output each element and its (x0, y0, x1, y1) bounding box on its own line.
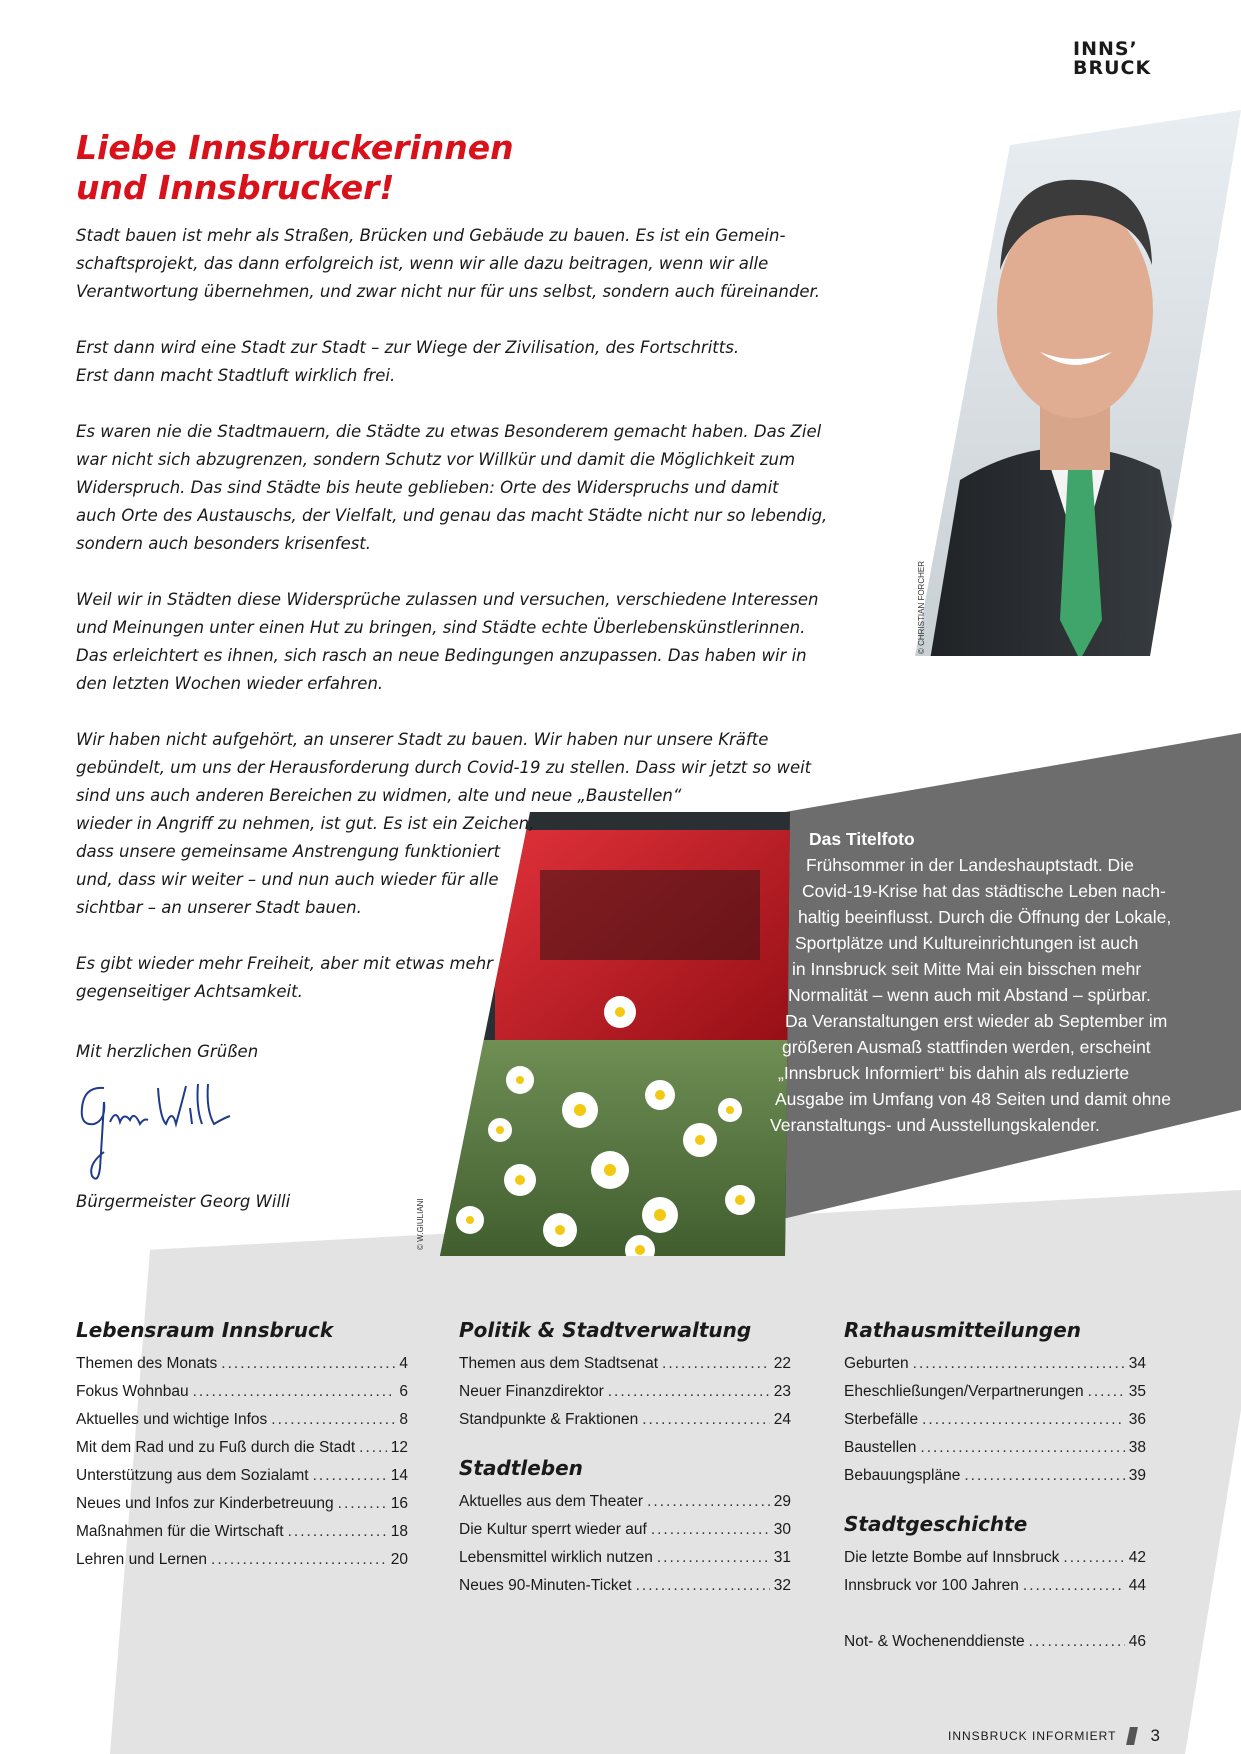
logo-line-2: BRUCK (1073, 57, 1152, 79)
letter-line: Das erleichtert es ihnen, sich rasch an neue Bedingungen anzupassen. Das haben wir in (76, 646, 807, 665)
letter-line: gebündelt, um uns der Herausforderung durch Covid-19 zu stellen. Dass wir jetzt so weit (76, 758, 812, 777)
toc-entry-page: 18 (390, 1523, 408, 1540)
letter-line: Erst dann macht Stadtluft wirklich frei. (76, 366, 396, 385)
toc-leader-dots (657, 1544, 770, 1572)
toc-leader-dots (288, 1518, 387, 1546)
letter-line: auch Orte des Austauschs, der Vielfalt, und genau das macht Städte nicht nur so lebendig, (76, 506, 828, 525)
letter-line: und Meinungen unter einen Hut zu bringen, sind Städte echte Überlebenskünstlerinnen. (76, 618, 806, 637)
footer-slash-mark (1127, 1727, 1139, 1745)
toc-leader-dots (221, 1350, 395, 1378)
toc-entry[interactable] (459, 1406, 791, 1434)
cover-photo-credit: © W.GIULIANI (416, 1198, 425, 1250)
toc-entry[interactable] (76, 1490, 408, 1518)
toc-leader-dots (647, 1488, 770, 1516)
letter-title-line-2: und Innsbrucker! (76, 168, 395, 207)
letter-line: wieder in Angriff zu nehmen, ist gut. Es ist ein Zeichen, (76, 814, 535, 833)
toc-entry[interactable] (76, 1546, 408, 1574)
signer-name: Bürgermeister Georg Willi (76, 1192, 291, 1211)
toc-entry[interactable] (76, 1406, 408, 1434)
toc-leader-dots (1029, 1628, 1125, 1656)
toc-entry-page: 8 (399, 1411, 408, 1428)
letter-paragraph (76, 586, 819, 698)
toc-entry-label: Neues und Infos zur Kinderbetreuung (76, 1495, 334, 1512)
toc-entry-label: Lehren und Lernen (76, 1551, 208, 1568)
toc-leader-dots (313, 1462, 387, 1490)
cover-caption-line: Normalität – wenn auch mit Abstand – spürbar. (788, 985, 1151, 1005)
toc-entry-label: Themen aus dem Stadtsenat (459, 1355, 659, 1372)
toc-entry-page: 36 (1128, 1411, 1146, 1428)
cover-caption-line: „Innsbruck Informiert“ bis dahin als reduzierte (778, 1063, 1130, 1083)
letter-paragraph (76, 418, 828, 558)
toc-entry[interactable] (844, 1628, 1146, 1656)
cover-caption-line: Frühsommer in der Landeshauptstadt. Die (806, 855, 1134, 875)
toc-entry-page: 39 (1128, 1467, 1146, 1484)
toc-heading-lebensraum: Lebensraum Innsbruck (76, 1318, 334, 1342)
toc-leader-dots (608, 1378, 770, 1406)
toc-entry-page: 23 (773, 1383, 791, 1400)
toc-entry[interactable] (459, 1544, 791, 1572)
letter-line: Verantwortung übernehmen, und zwar nicht nur für uns selbst, sondern auch füreinander. (76, 282, 820, 301)
letter-line: und, dass wir weiter – und nun auch wieder für alle (76, 870, 499, 889)
cover-caption-line: in Innsbruck seit Mitte Mai ein bisschen mehr (792, 959, 1142, 979)
toc-heading-politik: Politik & Stadtverwaltung (459, 1318, 752, 1342)
toc-entry-page: 6 (399, 1383, 408, 1400)
letter-body (76, 222, 828, 1034)
toc-heading-stadtleben: Stadtleben (459, 1456, 583, 1480)
letter-line: sichtbar – an unserer Stadt bauen. (76, 898, 362, 917)
cover-caption-line: Veranstaltungs- und Ausstellungskalender. (770, 1115, 1100, 1135)
toc-entry[interactable] (844, 1350, 1146, 1378)
toc-entry[interactable] (844, 1434, 1146, 1462)
letter-title-line-1: Liebe Innsbruckerinnen (76, 128, 514, 167)
toc-entry[interactable] (459, 1488, 791, 1516)
letter-line: Weil wir in Städten diese Widersprüche zulassen und versuchen, verschiedene Interessen (76, 590, 819, 609)
letter-line: Stadt bauen ist mehr als Straßen, Brücken und Gebäude zu bauen. Es ist ein Gemein- (76, 226, 786, 245)
letter-line: Widerspruch. Das sind Städte bis heute geblieben: Orte des Widerspruchs und damit (76, 478, 779, 497)
letter-line: sind uns auch anderen Bereichen zu widmen, alte und neue „Baustellen“ (76, 786, 682, 805)
toc-column-politik-stadtleben (459, 1316, 791, 1600)
toc-column-rathaus-geschichte (844, 1316, 1146, 1656)
toc-entry-page: 32 (773, 1577, 791, 1594)
signature-image (74, 1068, 244, 1188)
toc-leader-dots (651, 1516, 770, 1544)
toc-entry-page: 24 (773, 1411, 791, 1428)
cover-caption-line: Sportplätze und Kultureinrichtungen ist auch (795, 933, 1139, 953)
letter-line: dass unsere gemeinsame Anstrengung funktioniert (76, 842, 501, 861)
toc-leader-dots (271, 1406, 395, 1434)
toc-entry-label: Lebensmittel wirklich nutzen (459, 1549, 653, 1566)
toc-entry-label: Unterstützung aus dem Sozialamt (76, 1467, 309, 1484)
toc-entry-label: Innsbruck vor 100 Jahren (844, 1577, 1019, 1594)
toc-leader-dots (642, 1406, 770, 1434)
toc-leader-dots (193, 1378, 396, 1406)
letter-line: sondern auch besonders krisenfest. (76, 534, 372, 553)
toc-entry-label: Geburten (844, 1355, 909, 1372)
toc-leader-dots (359, 1434, 387, 1462)
toc-leader-dots (913, 1350, 1125, 1378)
letter-paragraph (76, 222, 820, 306)
toc-leader-dots (920, 1434, 1124, 1462)
toc-entry[interactable] (844, 1544, 1146, 1572)
toc-entry-label: Die Kultur sperrt wieder auf (459, 1521, 647, 1538)
toc-entry-page: 30 (773, 1521, 791, 1538)
toc-entry[interactable] (844, 1462, 1146, 1490)
letter-line: Es waren nie die Stadtmauern, die Städte zu etwas Besonderem gemacht haben. Das Ziel (76, 422, 822, 441)
toc-entry-page: 12 (390, 1439, 408, 1456)
toc-entry-label: Baustellen (844, 1439, 917, 1456)
cover-caption-title: Das Titelfoto (809, 829, 915, 849)
toc-leader-dots (1023, 1572, 1125, 1600)
cover-caption (760, 826, 1200, 1138)
cover-caption-line: Da Veranstaltungen erst wieder ab September im (785, 1011, 1168, 1031)
toc-leader-dots (211, 1546, 387, 1574)
toc-entry-label: Bebauungspläne (844, 1467, 961, 1484)
toc-entry-label: Aktuelles aus dem Theater (459, 1493, 644, 1510)
toc-entry[interactable] (844, 1572, 1146, 1600)
letter-line: schaftsprojekt, das dann erfolgreich ist, wenn wir alle dazu beitragen, wenn wir alle (76, 254, 769, 273)
toc-entry-label: Themen des Monats (76, 1355, 218, 1372)
toc-entry[interactable] (459, 1378, 791, 1406)
toc-leader-dots (1063, 1544, 1124, 1572)
letter-paragraph (76, 726, 812, 922)
toc-entry-page: 31 (773, 1549, 791, 1566)
logo-line-1: INNS’ (1073, 38, 1138, 60)
toc-entry-label: Eheschließungen/Verpartnerungen (844, 1383, 1084, 1400)
letter-title (76, 128, 514, 208)
toc-entry-label: Neuer Finanzdirektor (459, 1383, 604, 1400)
letter-line: Erst dann wird eine Stadt zur Stadt – zur Wiege der Zivilisation, des Fortschritts. (76, 338, 740, 357)
toc-entry-page: 29 (773, 1493, 791, 1510)
toc-entry-page: 4 (399, 1355, 408, 1372)
cover-caption-line: Covid-19-Krise hat das städtische Leben nach- (802, 881, 1166, 901)
letter-line: den letzten Wochen wieder erfahren. (76, 674, 384, 693)
cover-caption-line: haltig beeinflusst. Durch die Öffnung der Lokale, (798, 907, 1172, 927)
toc-heading-geschichte: Stadtgeschichte (844, 1512, 1028, 1536)
toc-entry[interactable] (76, 1518, 408, 1546)
toc-entry-page: 44 (1128, 1577, 1146, 1594)
toc-entry[interactable] (844, 1378, 1146, 1406)
toc-leader-dots (964, 1462, 1124, 1490)
toc-entry-label: Aktuelles und wichtige Infos (76, 1411, 268, 1428)
toc-entry-page: 16 (390, 1495, 408, 1512)
toc-entry[interactable] (76, 1378, 408, 1406)
magazine-name: INNSBRUCK INFORMIERT (948, 1729, 1117, 1743)
letter-line: war nicht sich abzugrenzen, sondern Schutz vor Willkür und damit die Möglichkeit zum (76, 450, 796, 469)
toc-entry-page: 20 (390, 1551, 408, 1568)
toc-entry-page: 22 (773, 1355, 791, 1372)
toc-entry-page: 35 (1128, 1383, 1146, 1400)
toc-entry-label: Die letzte Bombe auf Innsbruck (844, 1549, 1060, 1566)
toc-entry-label: Fokus Wohnbau (76, 1383, 189, 1400)
letter-line: Es gibt wieder mehr Freiheit, aber mit etwas mehr (76, 954, 493, 973)
toc-leader-dots (1088, 1378, 1125, 1406)
toc-leader-dots (922, 1406, 1125, 1434)
toc-entry[interactable] (76, 1350, 408, 1378)
toc-leader-dots (662, 1350, 770, 1378)
toc-leader-dots (338, 1490, 387, 1518)
toc-entry[interactable] (76, 1434, 408, 1462)
toc-entry-page: 46 (1128, 1633, 1146, 1650)
toc-entry-label: Neues 90-Minuten-Ticket (459, 1577, 632, 1594)
letter-line: Wir haben nicht aufgehört, an unserer Stadt zu bauen. Wir haben nur unsere Kräfte (76, 730, 769, 749)
toc-entry[interactable] (459, 1572, 791, 1600)
toc-entry-label: Maßnahmen für die Wirtschaft (76, 1523, 284, 1540)
toc-entry-page: 34 (1128, 1355, 1146, 1372)
letter-line: gegenseitiger Achtsamkeit. (76, 982, 303, 1001)
toc-leader-dots (636, 1572, 770, 1600)
innsbruck-logo (1073, 40, 1151, 78)
toc-entry-label: Mit dem Rad und zu Fuß durch die Stadt (76, 1439, 356, 1456)
portrait-photo (900, 100, 1241, 660)
toc-entry[interactable] (459, 1516, 791, 1544)
letter-paragraph (76, 334, 776, 390)
toc-entry-page: 42 (1128, 1549, 1146, 1566)
toc-entry[interactable] (844, 1406, 1146, 1434)
toc-entry[interactable] (76, 1462, 408, 1490)
toc-heading-rathaus: Rathausmitteilungen (844, 1318, 1082, 1342)
toc-entry-page: 14 (390, 1467, 408, 1484)
toc-column-lebensraum (76, 1316, 408, 1574)
cover-caption-line: größeren Ausmaß stattfinden werden, erscheint (782, 1037, 1151, 1057)
toc-entry-label: Not- & Wochenenddienste (844, 1633, 1025, 1650)
page-number: 3 (1150, 1726, 1160, 1745)
toc-entry-label: Standpunkte & Fraktionen (459, 1411, 639, 1428)
toc-entry[interactable] (459, 1350, 791, 1378)
portrait-photo-credit: © CHRISTIAN FORCHER (917, 560, 926, 654)
letter-paragraph (76, 950, 776, 1006)
page-footer (948, 1726, 1160, 1746)
toc-entry-label: Sterbefälle (844, 1411, 919, 1428)
toc-entry-page: 38 (1128, 1439, 1146, 1456)
letter-closing: Mit herzlichen Grüßen (76, 1042, 259, 1061)
cover-caption-line: Ausgabe im Umfang von 48 Seiten und damit ohne (775, 1089, 1171, 1109)
